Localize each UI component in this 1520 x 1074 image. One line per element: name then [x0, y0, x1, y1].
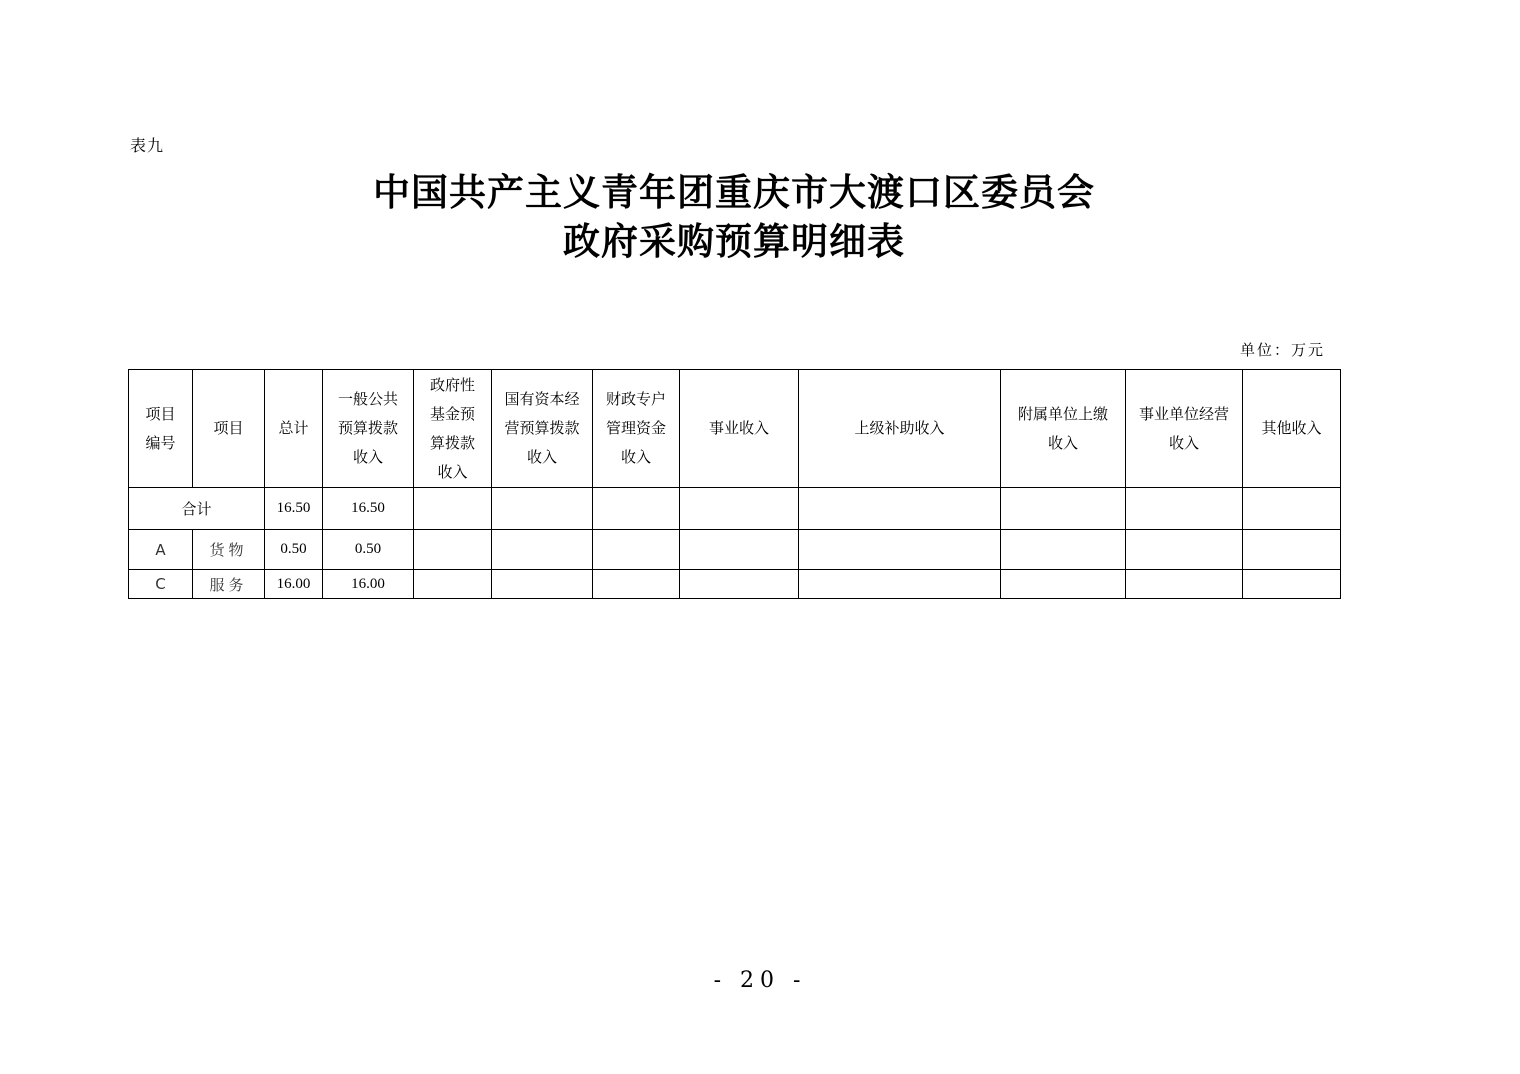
table-row: [129, 530, 1341, 570]
row-item: 货物: [193, 530, 265, 570]
header-cell: 事业单位经营 收入: [1126, 370, 1243, 488]
empty-cell: [1001, 530, 1126, 570]
row-total: 0.50: [265, 530, 323, 570]
row-general-budget: 16.00: [323, 570, 414, 599]
empty-cell: [1126, 530, 1243, 570]
table-label: 表九: [130, 136, 165, 155]
empty-cell: [414, 488, 492, 530]
header-cell: 国有资本经 营预算拨款 收入: [492, 370, 593, 488]
empty-cell: [799, 488, 1001, 530]
header-cell: 政府性 基金预 算拨款 收入: [414, 370, 492, 488]
header-cell: 财政专户 管理资金 收入: [593, 370, 680, 488]
procurement-budget-table: [128, 369, 1341, 599]
header-row: [129, 370, 1341, 488]
empty-cell: [680, 570, 799, 599]
total-sum-cell: 16.50: [265, 488, 323, 530]
header-cell: 事业收入: [680, 370, 799, 488]
row-code: A: [129, 530, 193, 570]
row-total: 16.00: [265, 570, 323, 599]
total-row: [129, 488, 1341, 530]
empty-cell: [492, 488, 593, 530]
empty-cell: [680, 530, 799, 570]
empty-cell: [1243, 530, 1341, 570]
empty-cell: [414, 570, 492, 599]
empty-cell: [1001, 570, 1126, 599]
empty-cell: [414, 530, 492, 570]
row-general-budget: 0.50: [323, 530, 414, 570]
table-row: [129, 570, 1341, 599]
unit-label: 单位：万元: [1240, 341, 1326, 359]
empty-cell: [680, 488, 799, 530]
empty-cell: [492, 530, 593, 570]
empty-cell: [1243, 488, 1341, 530]
header-cell: 项目: [193, 370, 265, 488]
empty-cell: [1126, 488, 1243, 530]
total-general-budget-cell: 16.50: [323, 488, 414, 530]
header-cell: 一般公共 预算拨款 收入: [323, 370, 414, 488]
header-cell: 项目 编号: [129, 370, 193, 488]
empty-cell: [593, 570, 680, 599]
row-code: C: [129, 570, 193, 599]
empty-cell: [799, 530, 1001, 570]
empty-cell: [1243, 570, 1341, 599]
title-line-1: 中国共产主义青年团重庆市大渡口区委员会: [373, 170, 1095, 214]
title-line-2: 政府采购预算明细表: [563, 219, 905, 263]
header-cell: 上级补助收入: [799, 370, 1001, 488]
document-title: [0, 168, 1468, 266]
empty-cell: [593, 530, 680, 570]
empty-cell: [492, 570, 593, 599]
row-item: 服务: [193, 570, 265, 599]
header-cell: 附属单位上缴 收入: [1001, 370, 1126, 488]
page-number: - 20 -: [713, 968, 807, 993]
empty-cell: [1001, 488, 1126, 530]
header-cell: 总计: [265, 370, 323, 488]
empty-cell: [799, 570, 1001, 599]
empty-cell: [1126, 570, 1243, 599]
header-cell: 其他收入: [1243, 370, 1341, 488]
total-label: 合计: [129, 488, 265, 530]
empty-cell: [593, 488, 680, 530]
